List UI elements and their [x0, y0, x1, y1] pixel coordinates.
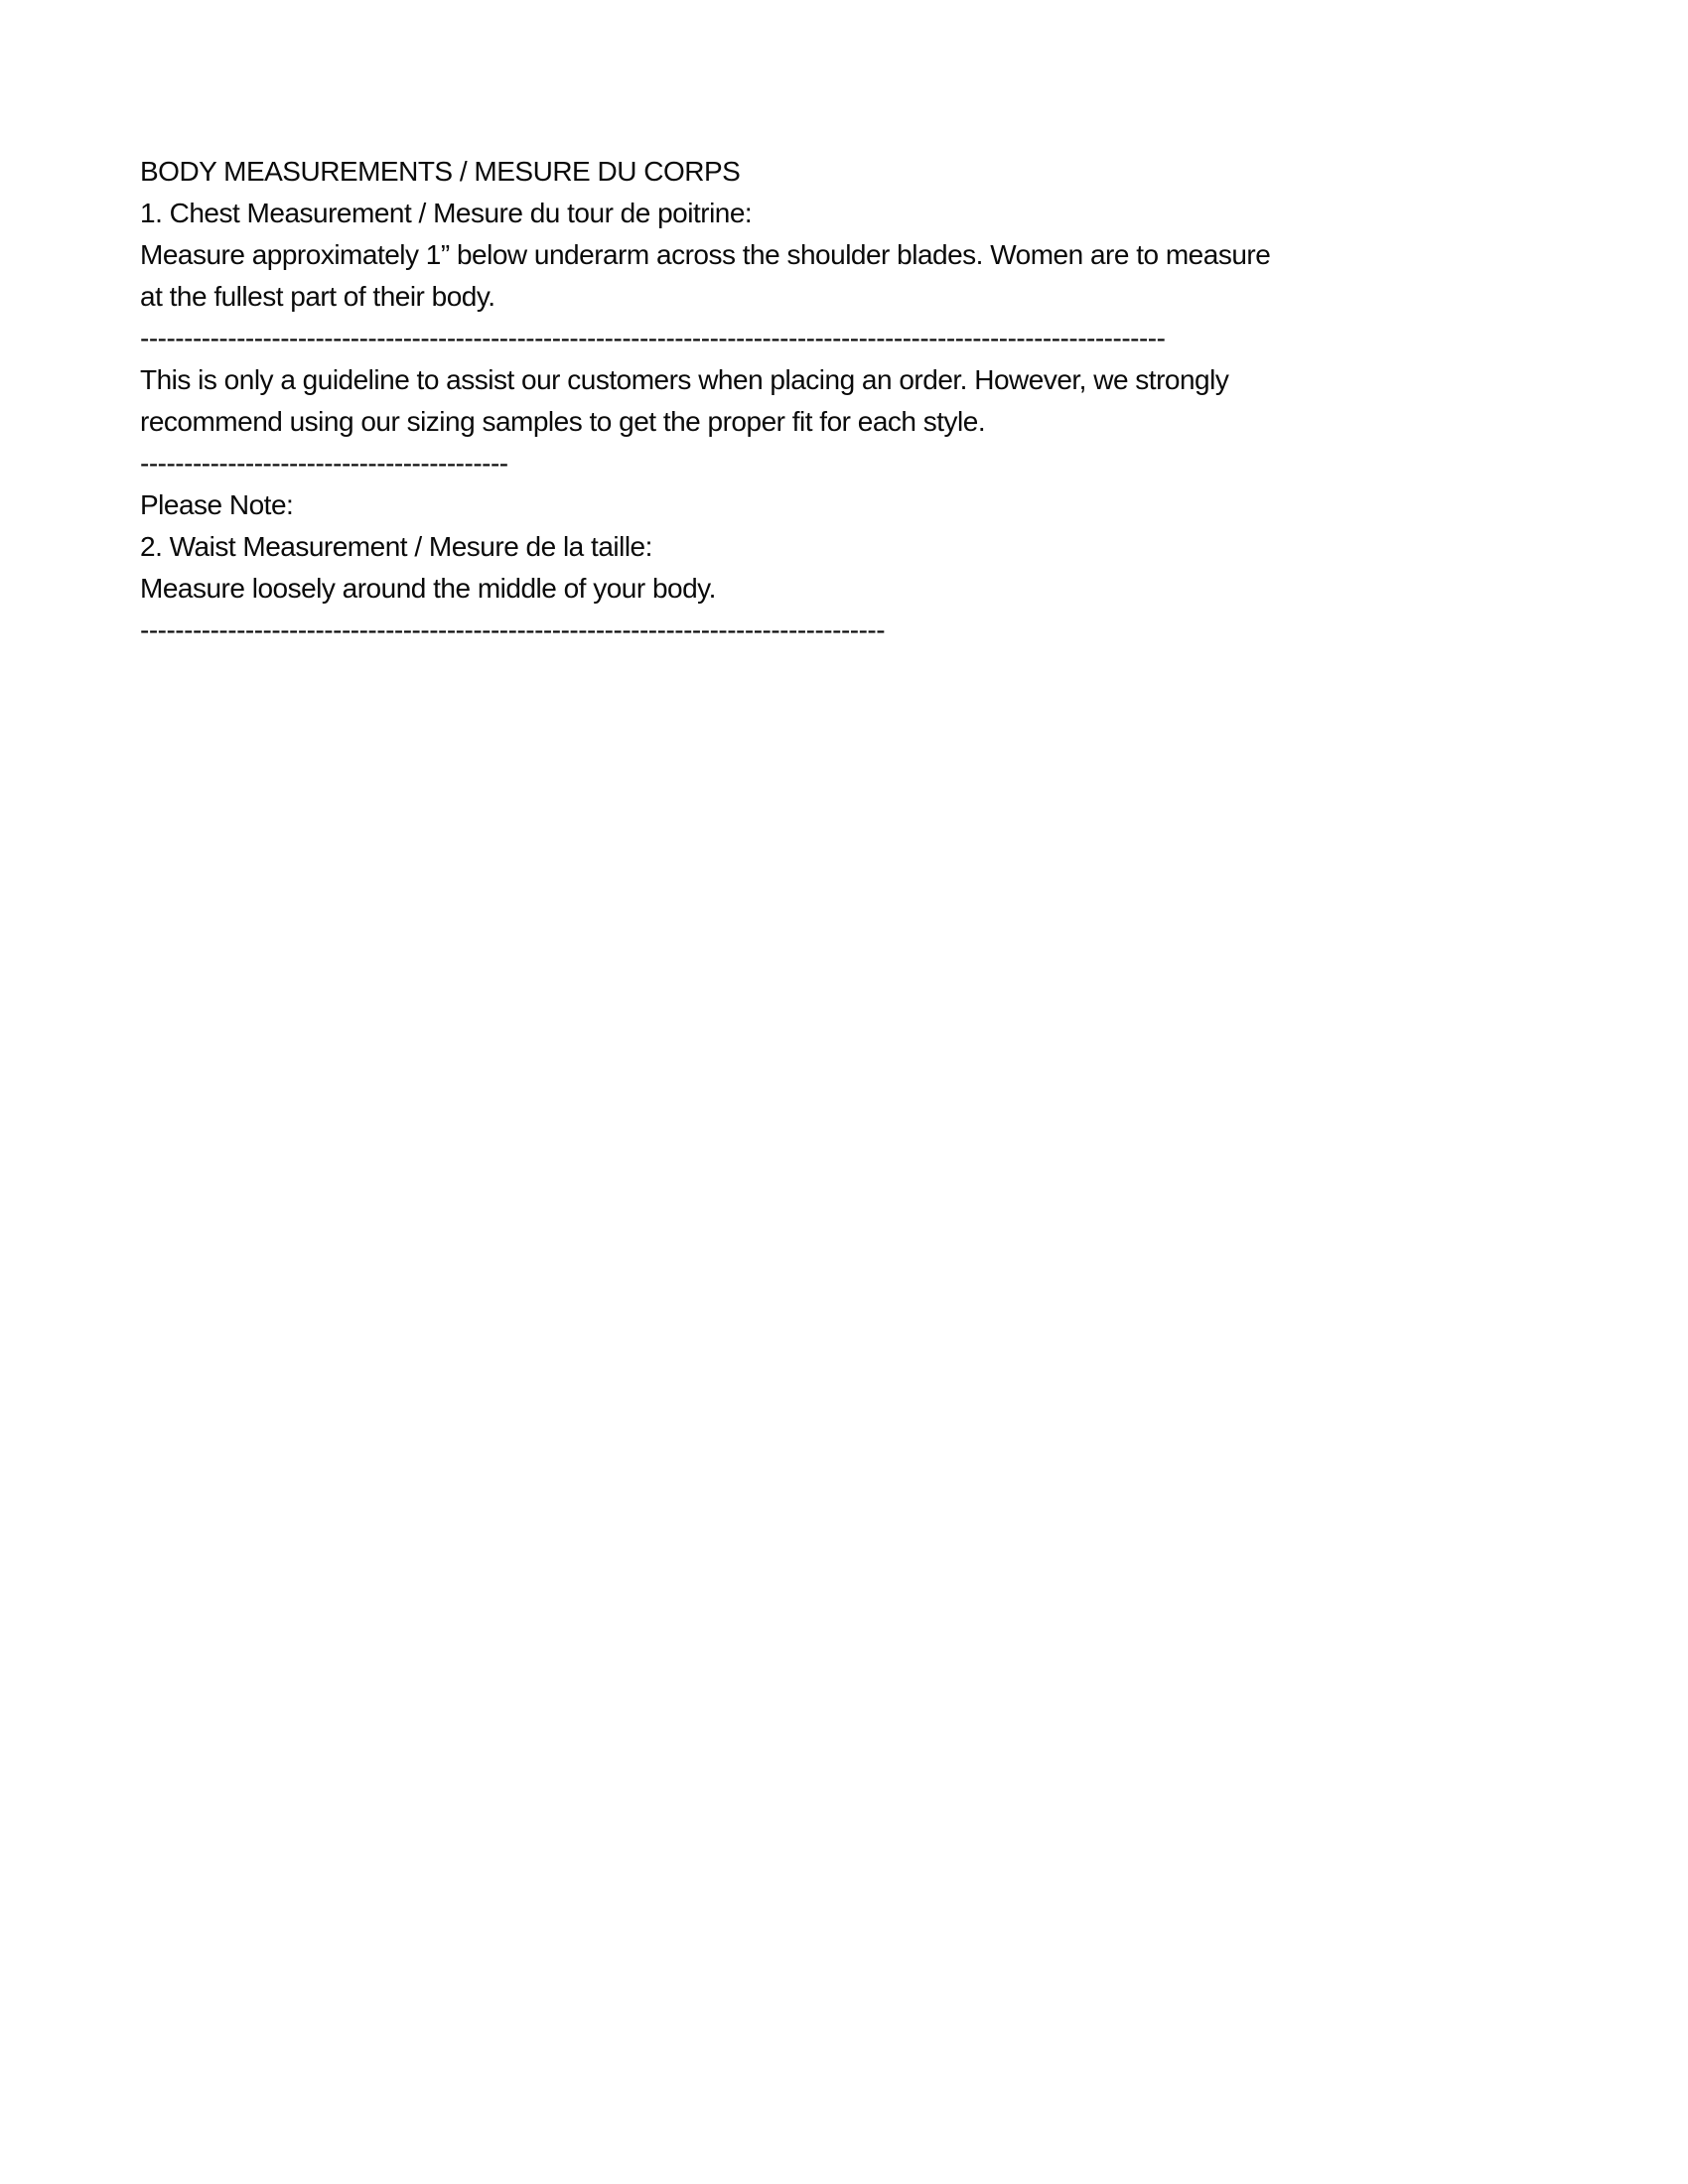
heading-chest-measurement: 1. Chest Measurement / Mesure du tour de poitrine: — [140, 198, 753, 228]
paragraph-chest-line-2: at the fullest part of their body. — [140, 281, 495, 312]
divider-dashed-1: --------------------------------------------------------------------------------------------------------------------- — [140, 323, 1166, 353]
text-block — [140, 151, 1270, 651]
paragraph-guideline-line-1: This is only a guideline to assist our customers when placing an order. However, we strongly — [140, 364, 1229, 395]
paragraph-chest-line-1: Measure approximately 1” below underarm across the shoulder blades. Women are to measure — [140, 239, 1271, 270]
paragraph-waist-line-1: Measure loosely around the middle of your body. — [140, 573, 716, 604]
divider-dashed-3: ------------------------------------------------------------------------------------- — [140, 614, 886, 645]
paragraph-guideline-line-2: recommend using our sizing samples to get the proper fit for each style. — [140, 406, 986, 437]
note-label: Please Note: — [140, 489, 294, 520]
divider-dashed-2: ------------------------------------------ — [140, 448, 508, 478]
document-title: BODY MEASUREMENTS / MESURE DU CORPS — [140, 156, 741, 187]
heading-waist-measurement: 2. Waist Measurement / Mesure de la taille: — [140, 531, 652, 562]
